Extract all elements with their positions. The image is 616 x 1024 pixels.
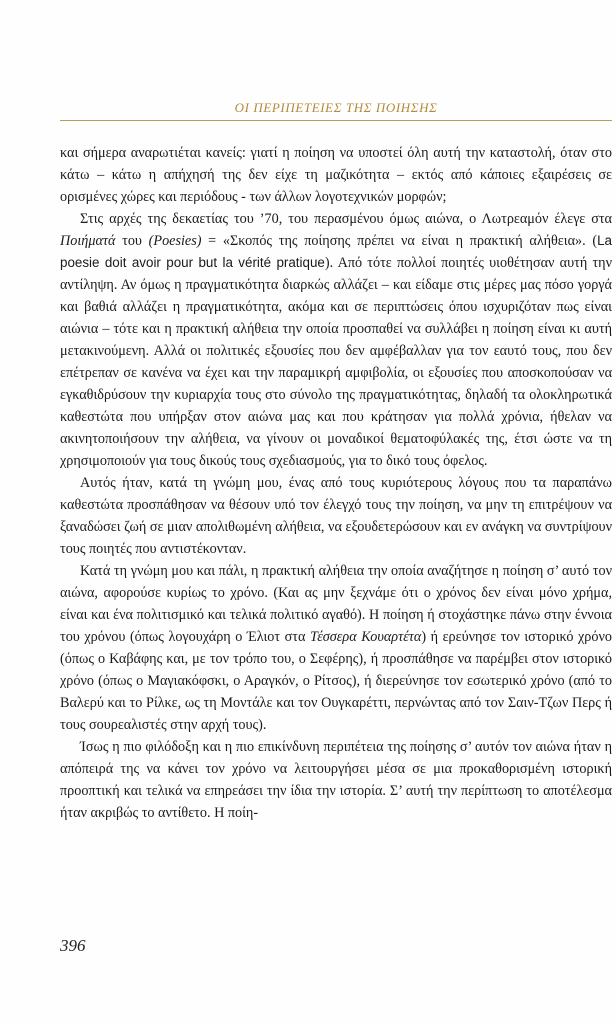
paragraph-2-text-c: = «Σκοπός της ποίησης πρέπει να είναι η πρακτική αλήθεια». ( (201, 233, 598, 249)
page-number: 396 (60, 936, 86, 955)
paragraph-2-text-a: Στις αρχές της δεκαετίας του ’70, του περασμένου όμως αιώνα, ο Λωτρεαμόν έλεγε στα (80, 211, 612, 227)
italic-title-four-quartets: Τέσσερα Κουαρτέτα (310, 629, 422, 645)
running-head-title: ΟΙ ΠΕΡΙΠΕΤΕΙΕΣ ΤΗΣ ΠΟΙΗΣΗΣ (234, 100, 438, 115)
paragraph-3: Αυτός ήταν, κατά τη γνώμη μου, ένας από τους κυριότερους λόγους που τα παραπάνω καθεστώτα προσπάθησαν να θέσουν υπό τον έλεγχό τους την ποίηση, να μην τη επιτρέψουν να ξαναδώσει ζωή σε μιαν απολιθωμένη αλήθεια, να εξουδετερώσουν και εν ανάγκη να συντρίψουν τους ποιητές που αντιστέκονταν. (60, 475, 612, 557)
french-quote: La poesie doit avoir pour but la vérité pratique (60, 233, 612, 270)
paragraph-1: και σήμερα αναρωτιέται κανείς: γιατί η ποίηση να υποστεί όλη αυτή την καταστολή, όταν στο κάτω – κάτω η απήχησή της δεν είχε τη μαζικότητα – εκτός από κάποιες εξαιρέσεις σε ορισμένες χώρες και περιόδους - των άλλων λογοτεχνικών μορφών; (60, 145, 612, 205)
paragraph-2-text-d: ). Από τότε πολλοί ποιητές υιοθέτησαν αυτή την αντίληψη. Αν όμως η πραγματικότητα διαρκώς αλλάζει – και είδαμε στις μέρες μας πόσο γοργά και βαθιά αλλάζει η πραγματικότητα, ακόμα και σε περιπτώσεις όπου ισχυριζόταν πως είναι αιώνια – τότε και η πρακτική αλήθεια την οποία προσπαθεί να συλλάβει η ποίηση είναι κι αυτή μετακινούμενη. Αλλά οι πολιτικές εξουσίες που δεν αμφέβαλλαν για τον εαυτό τους, που δεν επέτρεπαν σε κανένα να έχει και την παραμικρή αμφιβολία, οι εξουσίες που αποσκοπούσαν να εγκαθιδρύσουν την κυριαρχία τους στο σύνολο της πραγματικότητας, δηλαδή τα ολοκληρωτικά καθεστώτα που υπήρξαν στον αιώνα μας και που κράτησαν για πολλά χρόνια, ήθελαν να ακινητοποιήσουν την αλήθεια, να γίνουν οι μοναδικοί θεματοφύλακές της, έτσι ώστε να τη χρησιμοποιούν για τους δικούς τους σχεδιασμούς, για το δικό τους όφελος. (60, 255, 613, 469)
paragraph-2-text-b: του (115, 233, 149, 249)
paragraph-4-text-b: ) ή ερεύνησε τον ιστορικό χρόνο (όπως ο Καβάφης και, με τον τρόπο του, ο Σεφέρης), ή προσπάθησε να παρέμβει στον ιστορικό χρόνο (όπως ο Μαγιακόφσκι, ο Αραγκόν, ο Ρίτσος), ή διερεύνησε τον εσωτερικό χρόνο (από το Βαλερύ και το Ρίλκε, ως τη Μοντάλε και τον Ουγκαρέττι, περνώντας από τον Σαιν-Τζων Περς ή τους σουρεαλιστές στην αρχή τους). (60, 629, 612, 733)
body-text (60, 142, 612, 824)
italic-title-poesies: (Poesies) (148, 233, 202, 249)
paragraph-4-text-a: Κατά τη γνώμη μου και πάλι, η πρακτική αλήθεια την οποία αναζήτησε η ποίηση σ’ αυτό τον αιώνα, αφορούσε κυρίως το χρόνο. (Και ας μην ξεχνάμε ότι ο χρόνος δεν είναι μόνο χρήμα, είναι και ένα πολιτισμικό και τελικά πολιτικό αγαθό). Η ποίηση ή στοχάστηκε πάνω στην έννοια του χρόνου (όπως λογουχάρη ο Έλιοτ στα (60, 563, 612, 645)
paragraph-4 (60, 560, 612, 736)
italic-title-poiimata: Ποιήματά (60, 233, 116, 249)
header-rule (60, 120, 612, 121)
paragraph-2 (60, 208, 612, 472)
paragraph-5: Ίσως η πιο φιλόδοξη και η πιο επικίνδυνη περιπέτεια της ποίησης σ’ αυτόν τον αιώνα ήταν η απόπειρά της να κάνει τον χρόνο να λειτουργήσει μέσα σε μια προκαθορισμένη ιστορική προοπτική και τελικά να επηρεάσει την ίδια την ιστορία. Σ’ αυτή την περίπτωση το αποτέλεσμα ήταν ακριβώς το αντίθετο. Η ποίη- (60, 739, 612, 821)
